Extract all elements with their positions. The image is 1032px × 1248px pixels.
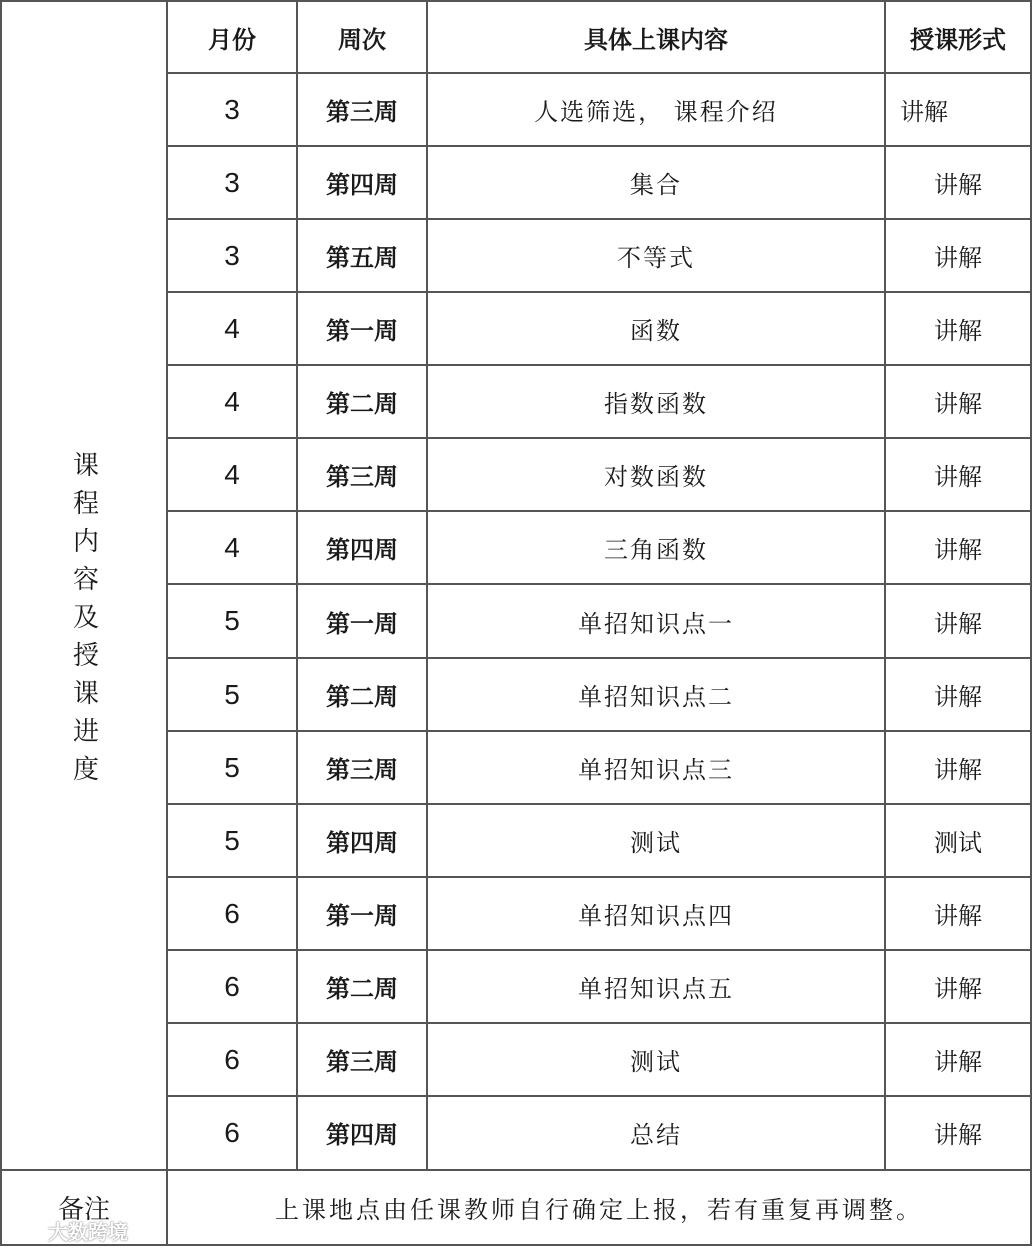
row-month: 4 (224, 531, 240, 563)
row-week: 第四周 (326, 536, 398, 564)
row-content: 函数 (630, 317, 682, 345)
row-form: 讲解 (934, 609, 982, 638)
row-form: 讲解 (934, 171, 982, 199)
row-week: 第四周 (326, 171, 398, 199)
side-label-cell (2, 74, 166, 1170)
row-month: 4 (224, 312, 240, 344)
row-week: 第三周 (326, 1048, 398, 1076)
row-week: 第四周 (326, 829, 398, 857)
row-content: 单招知识点一 (578, 609, 734, 638)
row-week: 第二周 (326, 975, 398, 1003)
row-month: 4 (224, 385, 240, 417)
header-month: 月份 (208, 25, 256, 54)
row-week: 第二周 (326, 683, 398, 711)
row-form: 讲解 (934, 463, 982, 491)
side-label: 课程内容及授课进度 (68, 451, 99, 793)
row-week: 第五周 (326, 244, 398, 272)
row-form: 讲解 (934, 317, 982, 345)
row-month: 3 (224, 166, 240, 198)
row-month: 3 (224, 239, 240, 271)
row-content: 单招知识点二 (578, 683, 734, 711)
row-week: 第一周 (326, 902, 398, 930)
notes-text: 上课地点由任课教师自行确定上报，若有重复再调整。 (275, 1196, 923, 1224)
table-border-bottom (0, 1244, 1032, 1246)
row-week: 第一周 (326, 317, 398, 345)
watermark (10, 1216, 128, 1245)
row-form: 讲解 (934, 390, 982, 418)
row-month: 3 (224, 93, 240, 125)
row-week: 第三周 (326, 98, 398, 126)
watermark-text: 大数跨境 (48, 1220, 128, 1244)
row-form: 讲解 (934, 975, 982, 1003)
row-content: 测试 (630, 1048, 682, 1076)
header-week: 周次 (338, 25, 386, 54)
row-month: 6 (224, 1043, 240, 1075)
row-content: 指数函数 (604, 390, 708, 418)
row-month: 5 (224, 751, 240, 783)
row-form: 讲解 (934, 1048, 982, 1076)
row-content: 不等式 (617, 244, 695, 272)
row-content: 单招知识点四 (578, 902, 734, 930)
row-content: 单招知识点五 (578, 975, 734, 1003)
row-form: 讲解 (934, 683, 982, 711)
row-content: 单招知识点三 (578, 756, 734, 784)
row-form: 讲解 (934, 756, 982, 784)
row-content: 测试 (630, 829, 682, 857)
row-week: 第三周 (326, 756, 398, 784)
row-month: 6 (224, 1116, 240, 1148)
row-week: 第三周 (326, 463, 398, 491)
row-form: 讲解 (900, 98, 948, 126)
row-week: 第一周 (326, 609, 398, 638)
row-form: 测试 (934, 829, 982, 857)
header-form: 授课形式 (910, 25, 1006, 54)
row-month: 6 (224, 897, 240, 929)
row-content: 集合 (630, 171, 682, 199)
row-content: 人选筛选， 课程介绍 (534, 98, 778, 126)
row-week: 第四周 (326, 1121, 398, 1149)
notes-label: 备注 (57, 1195, 110, 1225)
row-form: 讲解 (934, 536, 982, 564)
row-month: 5 (224, 824, 240, 856)
row-month: 6 (224, 970, 240, 1002)
header-content: 具体上课内容 (584, 25, 728, 54)
row-form: 讲解 (934, 244, 982, 272)
row-form: 讲解 (934, 902, 982, 930)
row-month: 5 (224, 605, 240, 636)
row-content: 对数函数 (604, 463, 708, 491)
row-form: 讲解 (934, 1121, 982, 1149)
row-month: 5 (224, 678, 240, 710)
chat-bubble-logo-icon (10, 1220, 42, 1242)
row-content: 总结 (630, 1121, 682, 1149)
row-week: 第二周 (326, 390, 398, 418)
row-month: 4 (224, 458, 240, 490)
row-content: 三角函数 (604, 536, 708, 564)
